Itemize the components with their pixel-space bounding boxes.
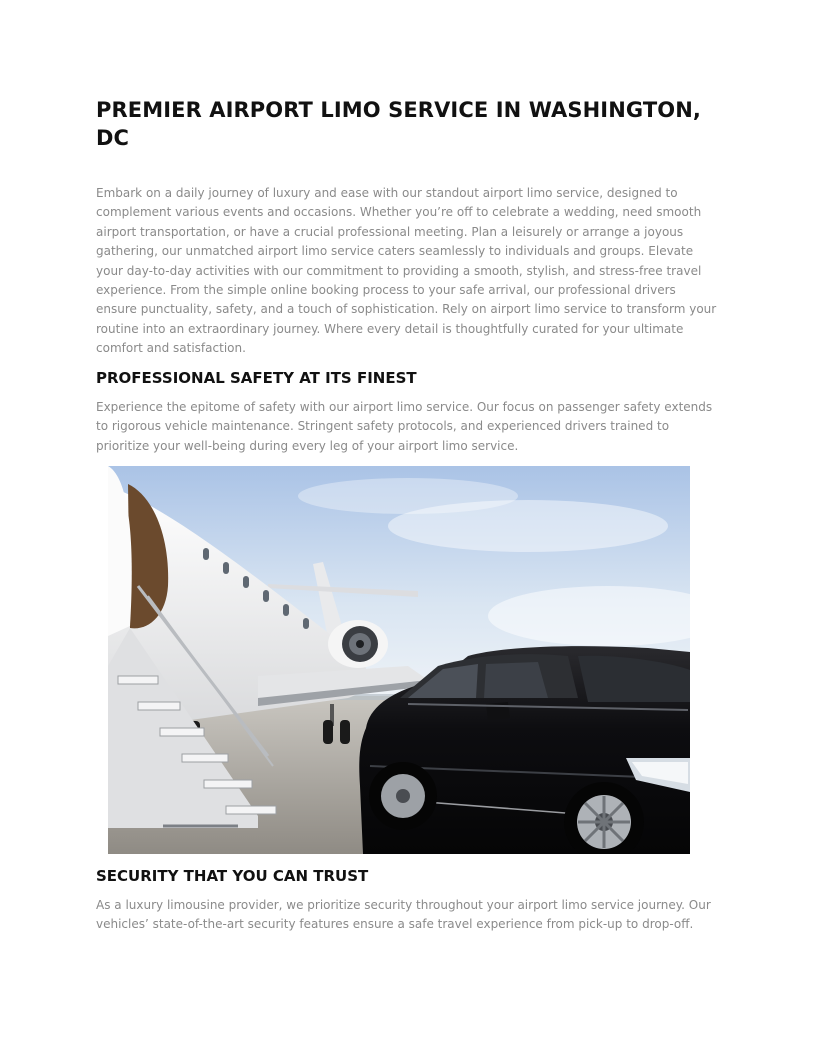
page-title: PREMIER AIRPORT LIMO SERVICE IN WASHINGTON, DC xyxy=(96,98,701,150)
document-page xyxy=(96,96,720,932)
section-heading-safety: PROFESSIONAL SAFETY AT ITS FINEST xyxy=(96,369,417,387)
section-body-safety: Experience the epitome of safety with our airport limo service. Our focus on passenger safety extends to rigorous vehicle maintenance. Stringent safety protocols, and experienced drivers trained to prioritize your well-being during every leg of your airport limo service. xyxy=(96,400,713,453)
intro-paragraph: Embark on a daily journey of luxury and ease with our standout airport limo service, designed to complement various events and occasions. Whether you’re off to celebrate a wedding, need smooth airport transportation, or have a crucial professional meeting. Plan a leisurely or arrange a joyous gathering, our unmatched airport limo service caters seamlessly to individuals and groups. Elevate your day-to-day activities with our commitment to providing a smooth, stylish, and stress-free travel experience. From the simple online booking process to your safe arrival, our professional drivers ensure punctuality, safety, and a touch of sophistication. Rely on airport limo service to transform your routine into an extraordinary journey. Where every detail is thoughtfully curated for your ultimate comfort and satisfaction. xyxy=(96,186,717,356)
section-body-security: As a luxury limousine provider, we prioritize security throughout your airport limo service journey. Our vehicles’ state-of-the-art security features ensure a safe travel experience from pick-up to drop-off. xyxy=(96,898,711,932)
jet-and-limo-photo xyxy=(108,466,690,854)
section-heading-security: SECURITY THAT YOU CAN TRUST xyxy=(96,867,369,885)
